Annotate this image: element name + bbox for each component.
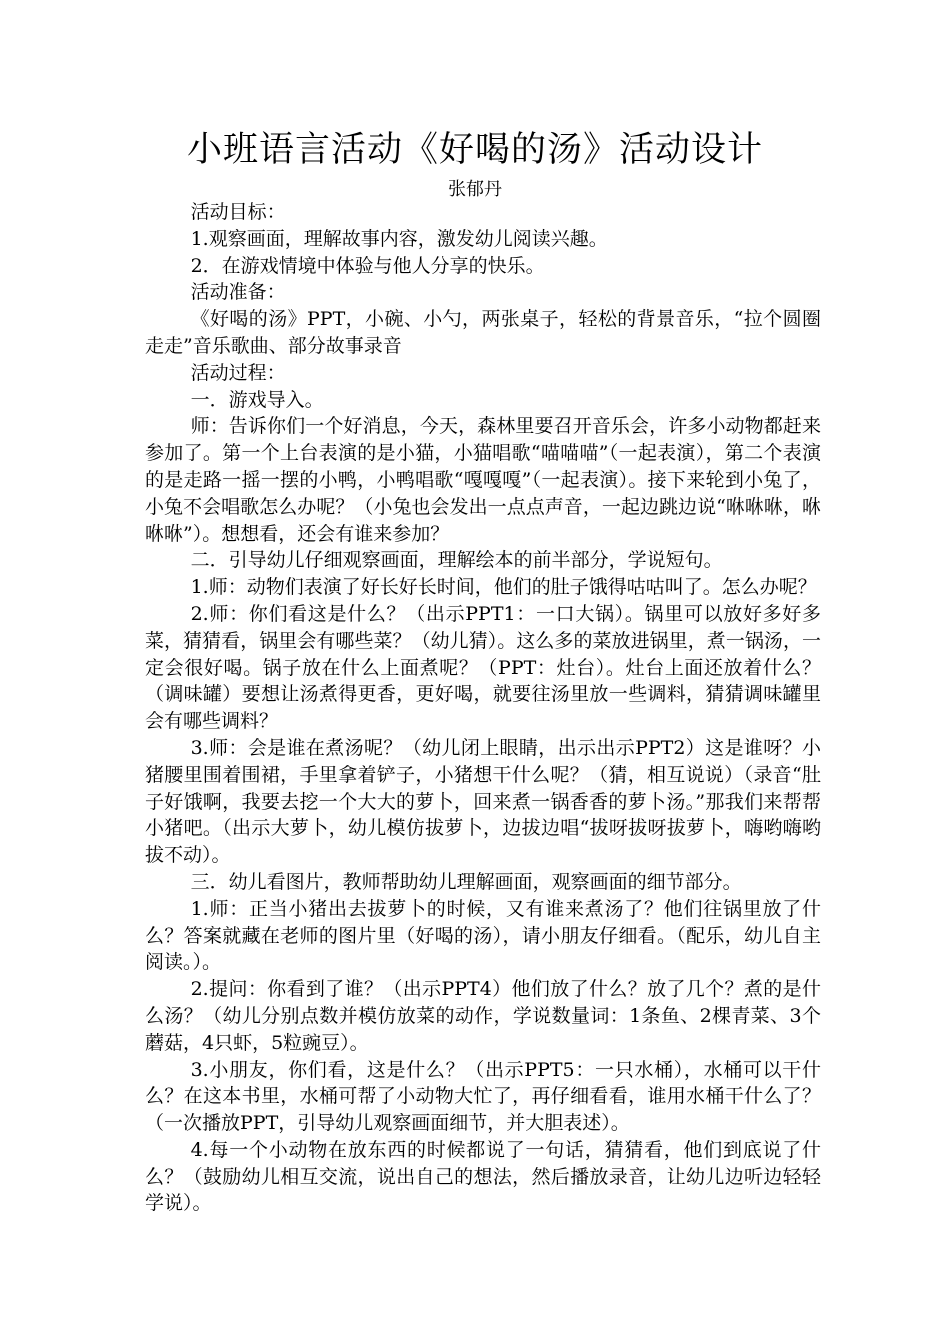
paragraph: 4.每一个小动物在放东西的时候都说了一句话，猜猜看，他们到底说了什么？（鼓励幼儿相互交流，说出自己的想法，然后播放录音，让幼儿边听边轻轻学说）。 xyxy=(145,1138,821,1215)
paragraph: 1.师：动物们表演了好长好长时间，他们的肚子饿得咕咕叫了。怎么办呢？ xyxy=(190,576,817,599)
paragraph: 二．引导幼儿仔细观察画面，理解绘本的前半部分，学说短句。 xyxy=(190,549,723,572)
paragraph: 2.提问：你看到了谁？（出示PPT4）他们放了什么？放了几个？煮的是什么汤？（幼儿分别点数并模仿放菜的动作，学说数量词：1条鱼、2棵青菜、3个蘑菇，4只虾，5粒豌豆）。 xyxy=(145,978,821,1054)
paragraph: 师：告诉你们一个好消息，今天，森林里要召开音乐会，许多小动物都赶来参加了。第一个上台表演的是小猫，小猫唱歌“喵喵喵”（一起表演），第二个表演的是走路一摇一摆的小鸭，小鸭唱歌“嘎嘎嘎”（一起表演）。接下来轮到小兔了，小兔不会唱歌怎么办呢？（小兔也会发出一点点声音，一起边跳边说“咻咻咻，咻咻咻”）。想想看，还会有谁来参加？ xyxy=(145,415,821,545)
paragraph: 3.小朋友，你们看，这是什么？（出示PPT5：一只水桶），水桶可以干什么？在这本书里，水桶可帮了小动物大忙了，再仔细看看，谁用水桶干什么了？（一次播放PPT，引导幼儿观察画面细节，并大胆表述）。 xyxy=(145,1058,821,1135)
paragraph: 2.师：你们看这是什么？（出示PPT1：一口大锅）。锅里可以放好多好多菜，猜猜看，锅里会有哪些菜？（幼儿猜）。这么多的菜放进锅里，煮一锅汤，一定会很好喝。锅子放在什么上面煮呢？（PPT：灶台）。灶台上面还放着什么？（调味罐）要想让汤煮得更香，更好喝，就要往汤里放一些调料，猜猜调味罐里会有哪些调料？ xyxy=(145,602,821,733)
document-body xyxy=(145,199,821,1217)
paragraph: 1.师：正当小猪出去拔萝卜的时候，又有谁来煮汤了？他们往锅里放了什么？答案就藏在老师的图片里（好喝的汤），请小朋友仔细看。（配乐，幼儿自主阅读。）。 xyxy=(145,897,821,974)
paragraph: 《好喝的汤》PPT，小碗、小勺，两张桌子，轻松的背景音乐，“拉个圆圈走走”音乐歌曲、部分故事录音 xyxy=(145,308,821,357)
paragraph: 一．游戏导入。 xyxy=(190,388,324,411)
paragraph: 活动准备： xyxy=(190,281,286,304)
document-author: 张郁丹 xyxy=(448,179,502,200)
paragraph: 活动过程： xyxy=(190,361,286,384)
paragraph: 三．幼儿看图片，教师帮助幼儿理解画面，观察画面的细节部分。 xyxy=(190,870,742,893)
document-title: 小班语言活动《好喝的汤》活动设计 xyxy=(186,130,763,170)
paragraph: 3.师：会是谁在煮汤呢？（幼儿闭上眼睛，出示出示PPT2）这是谁呀？小猪腰里围着围裙，手里拿着铲子，小猪想干什么呢？（猜，相互说说）（录音“肚子好饿啊，我要去挖一个大大的萝卜，回来煮一锅香香的萝卜汤。”那我们来帮帮小猪吧。（出示大萝卜，幼儿模仿拔萝卜，边拔边唱“拔呀拔呀拔萝卜，嗨哟嗨哟拔不动）。 xyxy=(145,736,821,867)
paragraph: 活动目标： xyxy=(190,201,286,223)
paragraph: 1.观察画面，理解故事内容，激发幼儿阅读兴趣。 xyxy=(190,227,608,250)
paragraph: 2．在游戏情境中体验与他人分享的快乐。 xyxy=(190,254,545,277)
